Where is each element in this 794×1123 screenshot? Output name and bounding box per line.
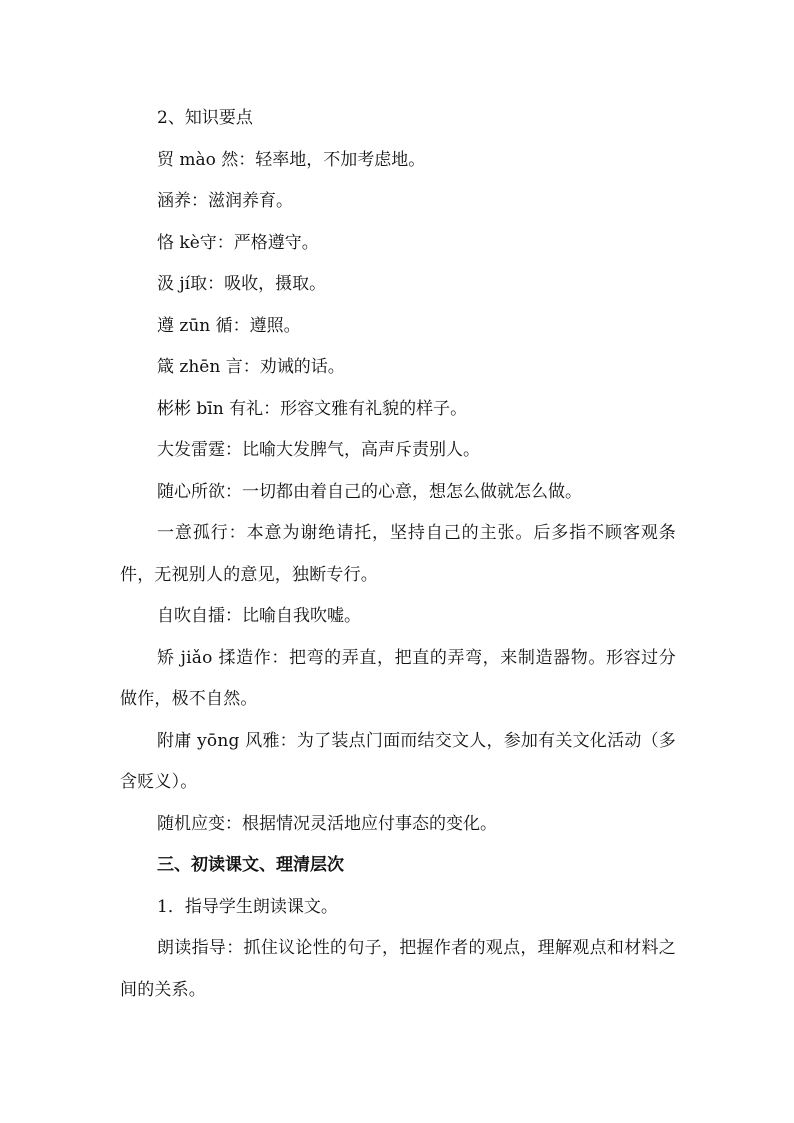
vocab-entry: 随机应变：根据情况灵活地应付事态的变化。 [157, 813, 497, 834]
vocab-entry: 自吹自擂：比喻自我吹嘘。 [157, 606, 361, 626]
vocab-entry: 恪 kè守：严格遵守。 [157, 232, 319, 253]
reading-guidance: 朗读指导：抓住议论性的句子，把握作者的观点，理解观点和材料之间的关系。 [120, 938, 676, 1000]
vocab-entry: 随心所欲：一切都由着自己的心意，想怎么做就怎么做。 [157, 481, 582, 502]
vocab-entry: 贸 mào 然：轻率地，不加考虑地。 [157, 149, 426, 170]
vocab-entry: 箴 zhēn 言：劝诫的话。 [157, 357, 345, 377]
vocab-entry: 涵养：滋润养育。 [157, 191, 293, 211]
section-heading: 三、初读课文、理清层次 [157, 855, 344, 875]
vocab-entry: 遵 zūn 循：遵照。 [157, 315, 301, 336]
vocab-entry: 大发雷霆：比喻大发脾气，高声斥责别人。 [157, 440, 480, 460]
document-body [120, 98, 676, 1011]
vocab-entry: 汲 jí取：吸收，摄取。 [157, 274, 327, 294]
vocab-entry: 一意孤行：本意为谢绝请托，坚持自己的主张。后多指不顾客观条件，无视别人的意见，独断专行。 [120, 523, 676, 585]
vocab-entry: 彬彬 bīn 有礼：形容文雅有礼貌的样子。 [157, 398, 468, 419]
vocab-entry: 附庸 yōng 风雅：为了装点门面而结交文人，参加有关文化活动（多含贬义）。 [120, 730, 676, 792]
vocab-entry: 矫 jiǎo 揉造作：把弯的弄直，把直的弄弯，来制造器物。形容过分做作，极不自然。 [120, 647, 676, 709]
section-subheading: 2、知识要点 [157, 108, 253, 128]
step-item: 1．指导学生朗读课文。 [157, 896, 338, 917]
